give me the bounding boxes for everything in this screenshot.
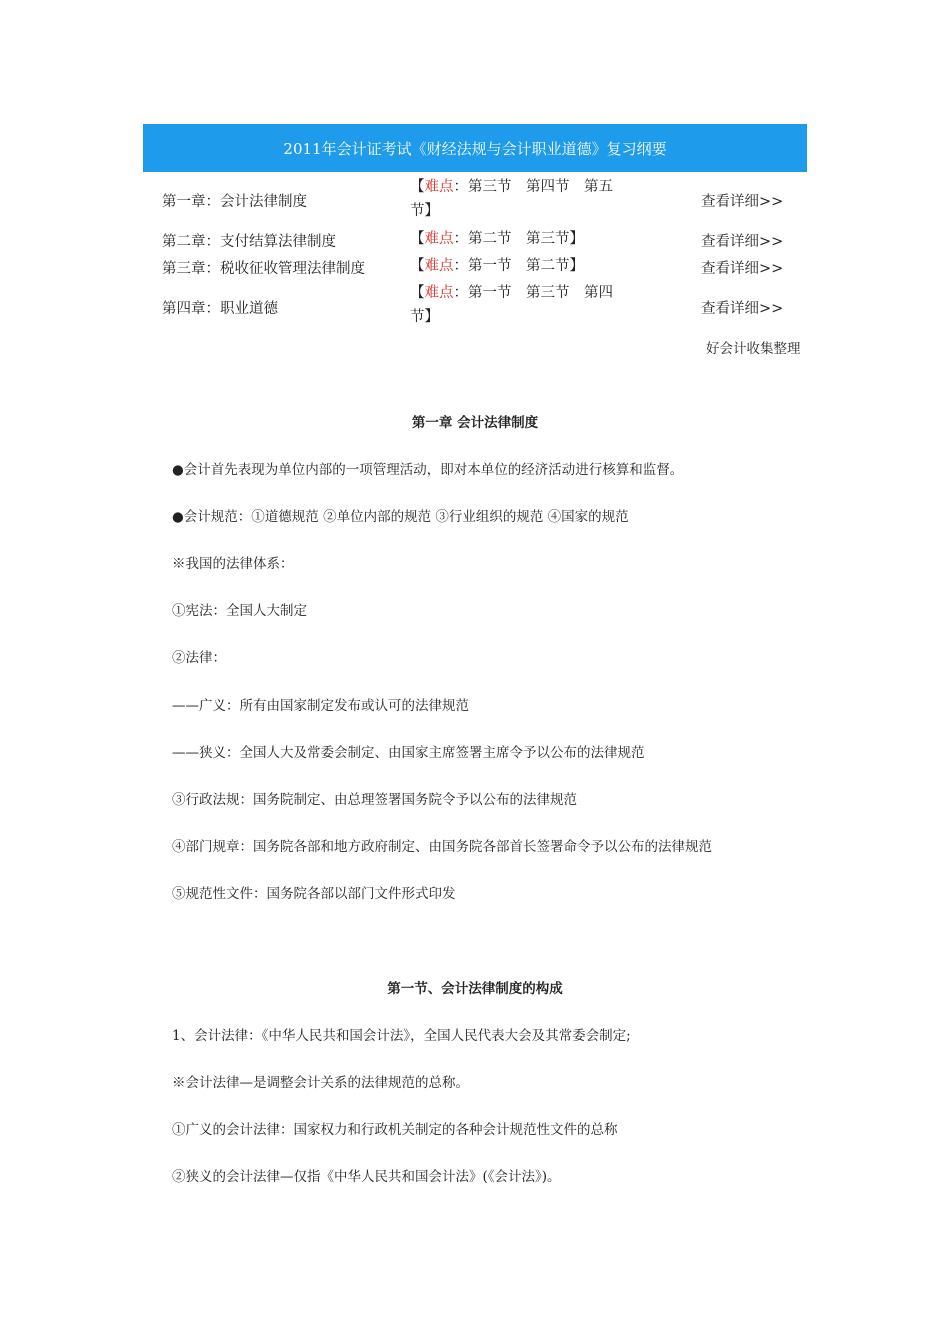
page-banner xyxy=(143,124,807,172)
key-label: 难点 xyxy=(424,231,454,247)
paragraph: ——狭义：全国人大及常委会制定、由国家主席签署主席令予以公布的法律规范 xyxy=(172,745,645,761)
banner-title: 2011年会计证考试《财经法规与会计职业道德》复习纲要 xyxy=(283,139,667,158)
paragraph: ②狭义的会计法律—仅指《中华人民共和国会计法》(《会计法》)。 xyxy=(172,1169,561,1185)
key-label: 难点 xyxy=(424,258,454,274)
chapter-heading: 第一章 会计法律制度 xyxy=(411,415,539,431)
paragraph: ①宪法：全国人大制定 xyxy=(172,603,307,619)
paragraph: ④部门规章：国务院各部和地方政府制定、由国务院各部首长签署命令予以公布的法律规范 xyxy=(172,839,712,855)
toc-key-sections: 【难点：第一节 第三节 第四 节】 xyxy=(410,285,613,325)
section-heading: 第一节、会计法律制度的构成 xyxy=(387,981,563,997)
paragraph: ※会计法律—是调整会计关系的法律规范的总称。 xyxy=(172,1075,469,1091)
paragraph: ●会计首先表现为单位内部的一项管理活动，即对本单位的经济活动进行核算和监督。 xyxy=(172,462,684,478)
toc-key-sections: 【难点：第三节 第四节 第五 节】 xyxy=(410,179,613,219)
toc-chapter-link[interactable]: 第三章：税收征收管理法律制度 xyxy=(162,261,365,277)
view-details-link[interactable]: 查看详细>> xyxy=(701,234,784,250)
paragraph: ②法律： xyxy=(172,650,226,666)
paragraph: ③行政法规：国务院制定、由总理签署国务院令予以公布的法律规范 xyxy=(172,792,577,808)
toc-chapter-link[interactable]: 第二章：支付结算法律制度 xyxy=(162,234,336,250)
view-details-link[interactable]: 查看详细>> xyxy=(701,301,784,317)
toc-key-sections: 【难点：第一节 第二节】 xyxy=(410,258,584,274)
paragraph: ※我国的法律体系： xyxy=(172,556,294,572)
key-label: 难点 xyxy=(424,285,454,301)
toc-key-sections: 【难点：第二节 第三节】 xyxy=(410,231,584,247)
toc-chapter-link[interactable]: 第四章：职业道德 xyxy=(162,301,278,317)
view-details-link[interactable]: 查看详细>> xyxy=(701,194,784,210)
paragraph: ——广义：所有由国家制定发布或认可的法律规范 xyxy=(172,698,469,714)
paragraph: ⑤规范性文件：国务院各部以部门文件形式印发 xyxy=(172,886,456,902)
key-label: 难点 xyxy=(424,179,454,195)
toc-chapter-link[interactable]: 第一章：会计法律制度 xyxy=(162,194,307,210)
view-details-link[interactable]: 查看详细>> xyxy=(701,261,784,277)
paragraph: ①广义的会计法律：国家权力和行政机关制定的各种会计规范性文件的总称 xyxy=(172,1122,618,1138)
paragraph: ●会计规范：①道德规范 ②单位内部的规范 ③行业组织的规范 ④国家的规范 xyxy=(172,509,629,525)
paragraph: 1、会计法律：《中华人民共和国会计法》，全国人民代表大会及其常委会制定; xyxy=(172,1028,631,1044)
source-credit: 好会计收集整理 xyxy=(706,341,801,357)
